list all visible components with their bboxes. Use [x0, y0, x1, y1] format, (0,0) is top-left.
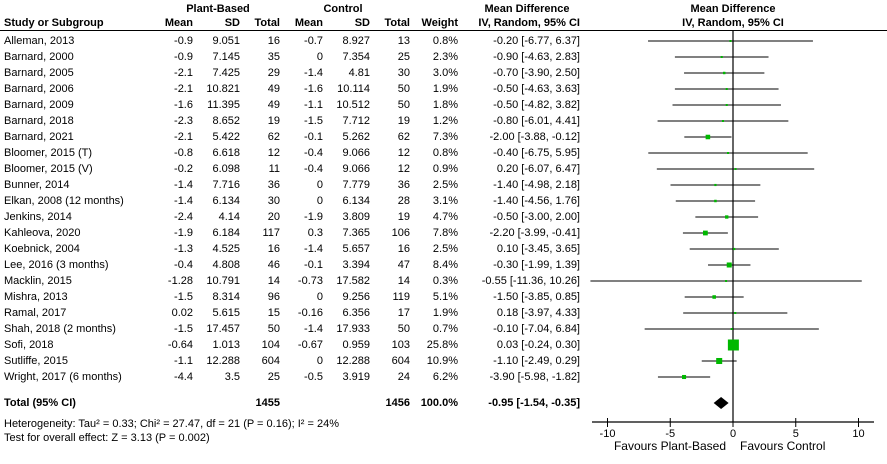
control-sd: 9.256	[342, 291, 370, 303]
mean-marker	[682, 375, 686, 379]
plant-based-sd: 17.457	[206, 323, 240, 335]
control-sd: 3.919	[342, 371, 370, 383]
plant-based-mean: -1.4	[174, 179, 193, 191]
mean-marker	[733, 248, 735, 250]
control-mean: -0.1	[304, 131, 323, 143]
control-sd: 12.288	[336, 355, 370, 367]
plant-based-sd: 9.051	[212, 35, 240, 47]
ci-text: -1.40 [-4.56, 1.76]	[493, 195, 580, 207]
plant-based-mean: -1.28	[167, 275, 193, 287]
plant-based-sd: 6.618	[212, 147, 240, 159]
weight-value: 1.9%	[432, 83, 458, 95]
plant-based-sd: 8.652	[212, 115, 240, 127]
control-total: 12	[397, 147, 410, 159]
plant-based-total: 14	[267, 275, 280, 287]
control-mean: -0.1	[304, 259, 323, 271]
plant-based-mean: -2.4	[174, 211, 193, 223]
control-sd: 4.81	[348, 67, 370, 79]
weight-value: 7.8%	[432, 227, 458, 239]
plant-based-mean: -2.3	[174, 115, 193, 127]
col-header-study: Study or Subgroup	[4, 17, 104, 29]
ci-text: -0.90 [-4.63, 2.83]	[493, 51, 580, 63]
ci-text: 0.03 [-0.24, 0.30]	[496, 339, 580, 351]
ci-text: -1.10 [-2.49, 0.29]	[493, 355, 580, 367]
mean-marker	[703, 231, 708, 236]
col-header-ci-method: IV, Random, 95% CI	[478, 17, 580, 29]
control-sd: 6.356	[342, 307, 370, 319]
ci-text: -0.55 [-11.36, 10.26]	[481, 275, 580, 287]
weight-value: 1.9%	[432, 307, 458, 319]
plant-based-total: 29	[267, 67, 280, 79]
mean-marker	[728, 340, 739, 351]
weight-value: 7.3%	[432, 131, 458, 143]
control-mean: -0.16	[297, 307, 323, 319]
plant-based-sd: 7.425	[212, 67, 240, 79]
control-sd: 17.582	[336, 275, 370, 287]
mean-marker	[714, 184, 716, 186]
control-mean: 0.3	[307, 227, 323, 239]
control-total: 24	[397, 371, 410, 383]
plant-based-total: 36	[267, 179, 280, 191]
control-sd: 9.066	[342, 163, 370, 175]
control-mean: -0.67	[297, 339, 323, 351]
col-header-total-1: Total	[254, 17, 280, 29]
plant-based-total: 16	[267, 35, 280, 47]
total-diamond	[714, 397, 729, 409]
plant-based-total: 62	[267, 131, 280, 143]
control-total: 19	[397, 115, 410, 127]
ci-text: 0.10 [-3.45, 3.65]	[496, 243, 580, 255]
control-mean: -1.4	[304, 67, 323, 79]
plant-based-mean: -0.64	[167, 339, 193, 351]
study-name: Shah, 2018 (2 months)	[4, 323, 116, 335]
axis-tick-label: -5	[665, 428, 676, 440]
control-total: 19	[397, 211, 410, 223]
control-total: 16	[397, 243, 410, 255]
weight-value: 0.9%	[432, 163, 458, 175]
heterogeneity-stats: Heterogeneity: Tau² = 0.33; Chi² = 27.47, df = 21 (P = 0.16); I² = 24%	[4, 418, 339, 430]
plant-based-total: 35	[267, 51, 280, 63]
study-name: Jenkins, 2014	[4, 211, 72, 223]
ci-text: 0.18 [-3.97, 4.33]	[496, 307, 580, 319]
weight-value: 2.3%	[432, 51, 458, 63]
ci-text: -1.40 [-4.98, 2.18]	[493, 179, 580, 191]
ci-text: -0.70 [-3.90, 2.50]	[493, 67, 580, 79]
ci-text: -2.20 [-3.99, -0.41]	[489, 227, 580, 239]
axis-tick-label: -10	[599, 428, 616, 440]
mean-marker	[712, 295, 716, 299]
mean-marker	[729, 40, 731, 42]
plant-based-total: 96	[267, 291, 280, 303]
study-name: Barnard, 2021	[4, 131, 74, 143]
weight-value: 0.7%	[432, 323, 458, 335]
study-name: Wright, 2017 (6 months)	[4, 371, 122, 383]
control-mean: -1.5	[304, 115, 323, 127]
plant-based-mean: -0.2	[174, 163, 193, 175]
plant-based-sd: 7.716	[212, 179, 240, 191]
axis-tick-label: 5	[792, 428, 799, 440]
study-name: Kahleova, 2020	[4, 227, 81, 239]
total-label: Total (95% CI)	[4, 397, 76, 409]
ci-text: -0.40 [-6.75, 5.95]	[493, 147, 580, 159]
plant-based-sd: 8.314	[212, 291, 240, 303]
control-sd: 9.066	[342, 147, 370, 159]
ci-text: -2.00 [-3.88, -0.12]	[489, 131, 580, 143]
mean-marker	[726, 104, 728, 106]
plant-based-total: 49	[267, 99, 280, 111]
mean-marker	[723, 72, 725, 74]
control-total: 36	[397, 179, 410, 191]
control-mean: -0.5	[304, 371, 323, 383]
total-n-control: 1456	[385, 397, 410, 409]
study-name: Sutliffe, 2015	[4, 355, 69, 367]
control-total: 50	[397, 323, 410, 335]
study-name: Bloomer, 2015 (V)	[4, 163, 93, 175]
mean-marker	[721, 56, 723, 58]
plant-based-sd: 7.145	[212, 51, 240, 63]
plant-based-mean: -1.5	[174, 323, 193, 335]
control-sd: 3.809	[342, 211, 370, 223]
plant-based-sd: 5.615	[212, 307, 240, 319]
control-sd: 10.512	[336, 99, 370, 111]
plant-based-sd: 5.422	[212, 131, 240, 143]
weight-value: 1.8%	[432, 99, 458, 111]
weight-value: 0.8%	[432, 147, 458, 159]
plant-based-mean: 0.02	[171, 307, 193, 319]
plant-based-total: 12	[267, 147, 280, 159]
study-name: Sofi, 2018	[4, 339, 54, 351]
plant-based-mean: -1.9	[174, 227, 193, 239]
mean-marker	[722, 120, 724, 122]
plant-based-mean: -2.1	[174, 131, 193, 143]
overall-effect-stats: Test for overall effect: Z = 3.13 (P = 0.002)	[4, 432, 210, 444]
ci-text: -3.90 [-5.98, -1.82]	[489, 371, 580, 383]
control-total: 47	[397, 259, 410, 271]
plant-based-sd: 11.395	[207, 99, 240, 111]
plant-based-total: 117	[262, 227, 280, 239]
ci-text: -0.50 [-4.63, 3.63]	[493, 83, 580, 95]
plant-based-total: 49	[267, 83, 280, 95]
plant-based-mean: -1.3	[174, 243, 193, 255]
plant-based-mean: -0.4	[174, 259, 193, 271]
control-sd: 7.365	[342, 227, 370, 239]
control-total: 28	[397, 195, 410, 207]
study-name: Barnard, 2009	[4, 99, 74, 111]
control-mean: -0.4	[304, 163, 323, 175]
weight-value: 25.8%	[426, 339, 458, 351]
plant-based-sd: 3.5	[224, 371, 240, 383]
control-sd: 7.354	[342, 51, 370, 63]
control-sd: 3.394	[342, 259, 370, 271]
control-mean: 0	[316, 195, 323, 207]
favours-right-label: Favours Control	[740, 439, 826, 453]
plant-based-total: 25	[267, 371, 280, 383]
plant-based-mean: -1.1	[174, 355, 193, 367]
weight-value: 5.1%	[432, 291, 458, 303]
ci-text: -0.50 [-3.00, 2.00]	[493, 211, 580, 223]
ci-text: -0.50 [-4.82, 3.82]	[493, 99, 580, 111]
mean-marker	[735, 168, 737, 170]
plant-based-mean: -2.1	[174, 67, 193, 79]
plant-based-sd: 6.134	[212, 195, 240, 207]
total-ci-value: -0.95 [-1.54, -0.35]	[488, 397, 580, 409]
axis-tick-label: 0	[729, 428, 737, 440]
control-total: 103	[391, 339, 410, 351]
plant-based-total: 46	[267, 259, 280, 271]
control-total: 13	[397, 35, 410, 47]
study-name: Bunner, 2014	[4, 179, 70, 191]
plant-based-sd: 12.288	[206, 355, 240, 367]
col-header-mean-2: Mean	[294, 17, 323, 29]
control-total: 25	[397, 51, 410, 63]
control-sd: 0.959	[342, 339, 370, 351]
control-sd: 10.114	[337, 83, 370, 95]
plant-based-total: 604	[261, 355, 280, 367]
plant-based-total: 15	[267, 307, 280, 319]
study-name: Ramal, 2017	[4, 307, 67, 319]
weight-value: 2.5%	[432, 179, 458, 191]
control-mean: -1.4	[304, 323, 323, 335]
control-sd: 6.134	[342, 195, 370, 207]
weight-value: 1.2%	[432, 115, 458, 127]
control-mean: -1.9	[304, 211, 323, 223]
control-mean: -1.6	[304, 83, 323, 95]
plot-header-ci-method: IV, Random, 95% CI	[682, 17, 784, 29]
study-name: Elkan, 2008 (12 months)	[4, 195, 124, 207]
mean-marker	[725, 280, 727, 282]
plant-based-total: 104	[261, 339, 280, 351]
control-sd: 17.933	[336, 323, 370, 335]
plant-based-sd: 4.808	[212, 259, 240, 271]
plant-based-mean: -1.5	[174, 291, 193, 303]
control-mean: -0.4	[304, 147, 323, 159]
col-header-sd-2: SD	[354, 17, 370, 29]
mean-marker	[714, 200, 716, 202]
mean-marker	[725, 215, 728, 218]
axis-tick-label: 10	[852, 428, 865, 440]
weight-value: 3.0%	[432, 67, 458, 79]
weight-value: 8.4%	[432, 259, 458, 271]
control-total: 12	[397, 163, 410, 175]
control-mean: -1.1	[304, 99, 323, 111]
plant-based-mean: -2.1	[174, 83, 193, 95]
plant-based-mean: -0.9	[174, 35, 193, 47]
study-name: Barnard, 2005	[4, 67, 74, 79]
control-mean: -0.73	[297, 275, 323, 287]
ci-text: -1.50 [-3.85, 0.85]	[493, 291, 580, 303]
mean-marker	[706, 135, 711, 140]
study-name: Barnard, 2018	[4, 115, 74, 127]
control-sd: 7.779	[342, 179, 370, 191]
plant-based-sd: 4.525	[212, 243, 240, 255]
weight-value: 6.2%	[432, 371, 458, 383]
study-name: Mishra, 2013	[4, 291, 68, 303]
control-total: 17	[397, 307, 410, 319]
plant-based-mean: -1.4	[174, 195, 193, 207]
study-name: Alleman, 2013	[4, 35, 75, 47]
study-name: Barnard, 2006	[4, 83, 74, 95]
plant-based-sd: 4.14	[218, 211, 240, 223]
control-total: 30	[397, 67, 410, 79]
plant-based-total: 11	[268, 163, 280, 175]
control-total: 119	[392, 291, 410, 303]
col-header-weight: Weight	[421, 17, 458, 29]
control-mean: -0.7	[304, 35, 323, 47]
col-header-total-2: Total	[384, 17, 410, 29]
control-mean: 0	[316, 179, 323, 191]
plant-based-mean: -1.6	[174, 99, 193, 111]
total-n-plant-based: 1455	[255, 397, 280, 409]
group-header-plant-based: Plant-Based	[186, 3, 250, 15]
plant-based-sd: 10.821	[206, 83, 240, 95]
weight-value: 3.1%	[432, 195, 458, 207]
col-header-sd-1: SD	[224, 17, 240, 29]
weight-value: 0.8%	[432, 35, 458, 47]
ci-text: -0.20 [-6.77, 6.37]	[493, 35, 580, 47]
plant-based-sd: 6.098	[212, 163, 240, 175]
weight-value: 10.9%	[426, 355, 458, 367]
study-name: Koebnick, 2004	[4, 243, 80, 255]
plant-based-mean: -0.8	[174, 147, 193, 159]
plant-based-sd: 1.013	[212, 339, 240, 351]
plant-based-total: 30	[267, 195, 280, 207]
ci-text: -0.30 [-1.99, 1.39]	[493, 259, 580, 271]
control-mean: 0	[316, 355, 323, 367]
control-sd: 8.927	[342, 35, 370, 47]
plant-based-mean: -4.4	[174, 371, 193, 383]
weight-value: 4.7%	[432, 211, 458, 223]
mean-marker	[731, 328, 733, 330]
control-mean: 0	[316, 51, 323, 63]
ci-text: -0.10 [-7.04, 6.84]	[493, 323, 580, 335]
control-sd: 5.262	[342, 131, 370, 143]
weight-value: 2.5%	[432, 243, 458, 255]
control-total: 106	[391, 227, 410, 239]
study-name: Bloomer, 2015 (T)	[4, 147, 93, 159]
study-name: Macklin, 2015	[4, 275, 72, 287]
favours-left-label: Favours Plant-Based	[613, 439, 726, 453]
weight-value: 0.3%	[432, 275, 458, 287]
total-weight: 100.0%	[420, 397, 458, 409]
control-mean: -1.4	[304, 243, 323, 255]
control-total: 62	[397, 131, 410, 143]
study-name: Lee, 2016 (3 months)	[4, 259, 109, 271]
study-name: Barnard, 2000	[4, 51, 74, 63]
control-total: 50	[397, 99, 410, 111]
col-header-mean-1: Mean	[164, 17, 193, 29]
mean-marker	[727, 152, 729, 154]
ci-text: 0.20 [-6.07, 6.47]	[496, 163, 580, 175]
mean-difference-plot-title: Mean Difference	[690, 3, 776, 15]
plant-based-total: 50	[267, 323, 280, 335]
plant-based-total: 20	[267, 211, 280, 223]
mean-marker	[716, 358, 722, 364]
plant-based-total: 19	[267, 115, 280, 127]
mean-difference-column-title: Mean Difference	[484, 3, 570, 15]
plant-based-sd: 6.184	[212, 227, 240, 239]
control-total: 604	[391, 355, 410, 367]
plant-based-mean: -0.9	[174, 51, 193, 63]
control-total: 50	[397, 83, 410, 95]
control-mean: 0	[316, 291, 323, 303]
control-total: 14	[397, 275, 410, 287]
ci-text: -0.80 [-6.01, 4.41]	[493, 115, 580, 127]
mean-marker	[726, 88, 728, 90]
plant-based-sd: 10.791	[206, 275, 240, 287]
group-header-control: Control	[323, 3, 363, 15]
control-sd: 7.712	[342, 115, 370, 127]
plant-based-total: 16	[267, 243, 280, 255]
mean-marker	[734, 312, 736, 314]
control-sd: 5.657	[342, 243, 370, 255]
mean-marker	[727, 262, 732, 267]
